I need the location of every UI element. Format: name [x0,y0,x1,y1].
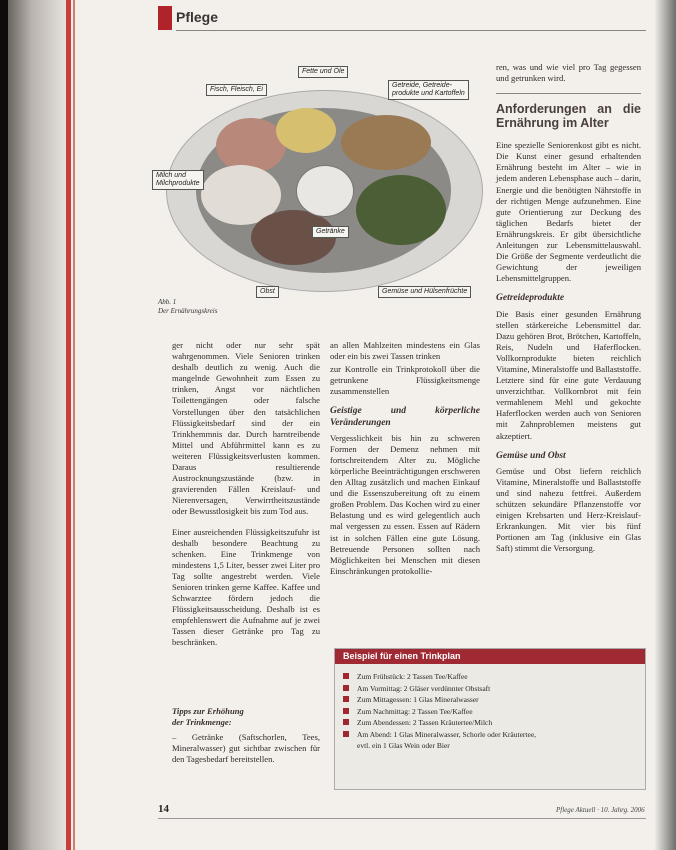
label-dairy: Milch und Milchprodukte [152,170,204,190]
label-veg: Gemüse und Hülsenfrüchte [378,286,471,298]
col3-subheading-veg: Gemüse und Obst [496,450,566,461]
bullet-square-icon [343,708,349,714]
list-item: Zum Frühstück: 2 Tassen Tee/Kaffee [343,671,639,683]
caption-text: Der Ernährungskreis [158,307,218,316]
label-meat: Fisch, Fleisch, Ei [206,84,267,96]
header-rule [176,30,646,31]
col2-subheading: Geistige und körperliche Veränderungen [330,406,480,428]
caption-number: Abb. 1 [158,298,177,306]
drinks-center [296,165,354,217]
figure-caption [158,298,217,316]
bullet-square-icon [343,731,349,737]
section-marker [158,6,172,30]
red-edge-stripe-thin [73,0,75,850]
col3-subheading-grains: Getreideprodukte [496,293,565,304]
column-1 [172,340,320,774]
col2-bullet-2: zur Kontrolle ein Trinkprotokoll über die getrunkene Flüssigkeitsmenge zusammenstellen [330,364,480,397]
list-item: Zum Nachmittag: 2 Tassen Tee/Kaffee [343,706,639,718]
column-2 [330,340,480,586]
list-item: Am Vormittag: 2 Gläser verdünnter Obstsaft [343,683,639,695]
col1-paragraph-2: Einer ausreichenden Flüssigkeitszufuhr ist deshalb besondere Beachtung zu schenken. Eine Trinkmenge von mindestens 1,5 Liter, besser zwei Liter pro Tag sollte angestrebt werden. Viele Senioren trinken gerne Kaffee. Kaffee und Schwarztee fördern jedoch die Flüssigkeitsausscheidung. Deshalb ist es empfehlenswert die Aufnahme auf je zwei Tassen dieser Getränke pro Tag zu beschränken. [172,526,320,648]
list-item: Zum Abendessen: 2 Tassen Kräutertee/Milch [343,717,639,729]
col1-paragraph-1: ger nicht oder nur sehr spät wahrgenommen. Viele Senioren trinken deshalb deutlich zu wenig. Auch die mangelnde Gewohnheit zum Essen zu trinken, Angst vor nächtlichen Toilettengängen oder falsche Vorstellungen über den tatsächlichen Flüssigkeitsbedarf sind der ein Trinkhemmnis dar. Durch harntreibende Mittel und Abführmittel kann es zu weiteren Flüssigkeitsverlusten kommen. Daraus resultierende Austrocknungszustände (bzw. in gravierenden Fällen Kreislauf- und Nierenversagen, Verwirrtheitszustände oder Bewusstlosigkeit bis zum Tod aus. [172,340,320,517]
col3-paragraph-2: Die Basis einer gesunden Ernährung stellen stärkereiche Lebensmittel dar. Dazu gehören Brot, Brötchen, Kartoffeln, Reis, Nudeln und Haferflocken. Vollkornprodukte bieten reichlich Vitamine, Mineralstoffe und Ballaststoffe. Letztere sind für eine gute Verdauung unverzichtbar. Vollkornbrot mit fein vermahlenem Mehl und gekochte Haferflocken werden auch von Senioren mit Zahnproblemen meistens gut akzeptiert. [496,308,641,441]
footer-rule [158,818,646,819]
tips-heading: Tipps zur Erhöhung der Trinkmenge: [172,705,244,727]
food-veg-segment [356,175,446,245]
col3-rule [496,93,641,94]
label-fruit: Obst [256,286,279,298]
book-spine-shadow [0,0,8,850]
list-item: Am Abend: 1 Glas Mineralwasser, Schorle oder Kräutertee, [343,729,639,741]
bullet-square-icon [343,685,349,691]
column-3 [496,62,641,563]
bullet-square-icon [343,696,349,702]
page-number: 14 [158,803,169,815]
label-drinks: Getränke [312,226,349,238]
red-edge-stripe [66,0,71,850]
col3-heading: Anforderungen an die Ernährung im Alter [496,102,641,131]
drinking-plan-list [343,671,639,752]
section-title: Pflege [176,9,219,25]
col3-paragraph-1: Eine spezielle Seniorenkost gibt es nicht. Die Kunst einer gesund erhaltenden Ernährung besteht im Alter – wie in jedem anderen Lebensphase auch – darin, Energie und die benötigten Nährstoffe in der richtigen Menge aufzunehmen. Eine gute Orientierung zur Deckung des täglichen Bedarfs bietet der Ernährungskreis. Er gibt übersichtliche Anleitungen zur Lebensmittelauswahl. Die Größe der Segmente verdeutlicht die Gewichtung der jeweiligen Lebensmittelgruppen. [496,140,641,284]
right-edge-shadow [654,0,676,850]
list-item: Zum Mittagessen: 1 Glas Mineralwasser [343,694,639,706]
food-grains-segment [341,115,431,170]
col2-bullet-1: an allen Mahlzeiten mindestens ein Glas oder ein bis zwei Tassen trinken [330,340,480,362]
list-item-continuation: evtl. ein 1 Glas Wein oder Bier [357,741,450,750]
drinking-plan-box [334,648,646,790]
nutrition-circle-figure [156,60,491,300]
food-fats-segment [276,108,336,153]
col3-intro: ren, was und wie viel pro Tag gegessen und getrunken wird. [496,62,641,84]
tip-item-1: – Getränke (Saftschorlen, Tees, Mineralwasser) gut sichtbar zwischen für den Tagesbedarf bereitstellen. [172,731,320,764]
bullet-square-icon [343,673,349,679]
page-curl-gradient [8,0,66,850]
drinking-plan-title: Beispiel für einen Trinkplan [335,649,645,664]
col3-paragraph-3: Gemüse und Obst liefern reichlich Vitamine, Mineralstoffe und Ballaststoffe und sind nahezu fettfrei. Außerdem schützen sekundäre Pflanzenstoffe vor einigen Krebsarten und Herz-Kreislauf-Erkrankungen. Mit vier bis fünf Portionen am Tag (inklusive ein Glas Saft) stimmt die Versorgung. [496,465,641,554]
bullet-square-icon [343,719,349,725]
label-grains: Getreide, Getreide- produkte und Kartoffeln [388,80,469,100]
journal-footer: Pflege Aktuell · 10. Jahrg. 2006 [556,806,645,814]
label-fats: Fette und Öle [298,66,348,78]
col2-paragraph-1: Vergesslichkeit bis hin zu schweren Formen der Demenz nehmen mit fortschreitendem Alter zu. Mögliche körperliche Beeinträchtigungen erschweren den Alltag zusätzlich und machen Einkauf und die Essenszubereitung oft zu einem großen Problem. Das Kochen wird zu einer Belastung und es wird gelegentlich auch mal vergessen zu essen. Essen auf Rädern ist in solchen Fällen eine gute Lösung. Betreuende Personen sollten nach Möglichkeiten bei Menschen mit diesen Einschränkungen protokollie- [330,432,480,576]
